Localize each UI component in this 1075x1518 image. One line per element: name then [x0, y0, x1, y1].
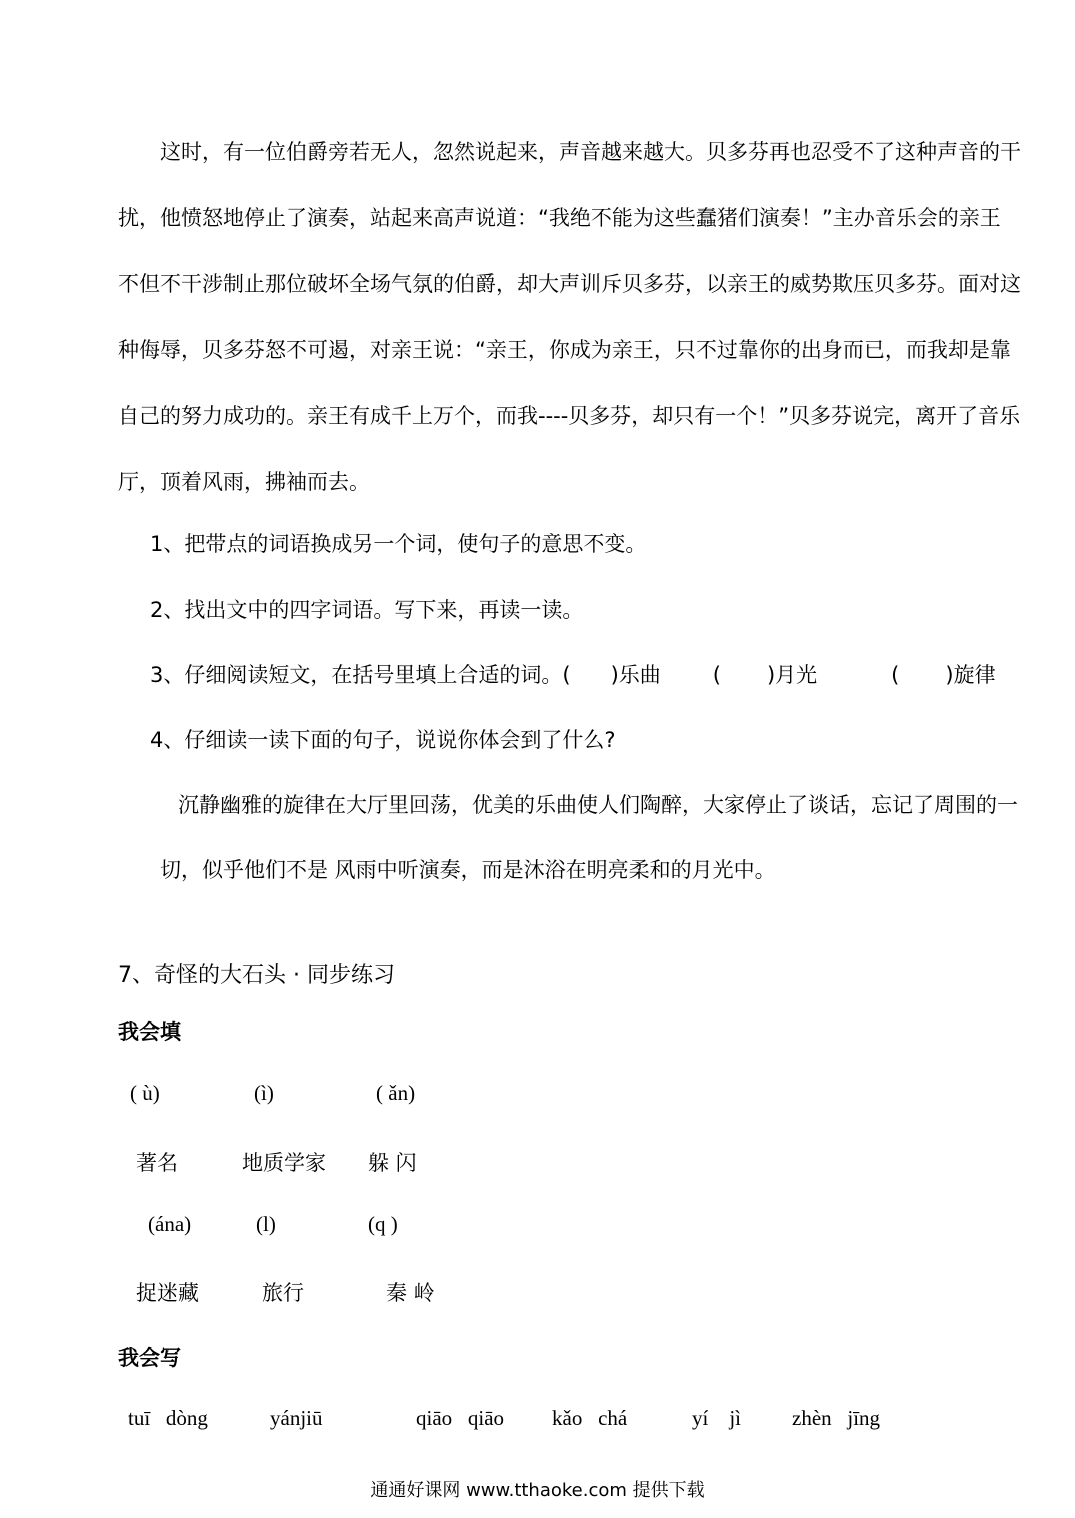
question-4: 4、仔细读一读下面的句子，说说你体会到了什么?	[150, 728, 616, 752]
section-title: 7、奇怪的大石头 · 同步练习	[118, 963, 395, 988]
quote-line-2: 切，似乎他们不是 风雨中听演奏，而是沐浴在明亮柔和的月光中。	[160, 858, 776, 882]
footer-text: 通通好课网 www.tthaoke.com 提供下载	[370, 1480, 705, 1501]
write-pinyin: yí jì	[692, 1406, 742, 1430]
question-3	[150, 659, 996, 689]
vocab-word: 躲 闪	[368, 1151, 417, 1175]
question-2: 2、找出文中的四字词语。写下来，再读一读。	[150, 598, 584, 622]
pinyin-blank: ( ù)	[130, 1081, 160, 1105]
passage-line: 不但不干涉制止那位破坏全场气氛的伯爵，却大声训斥贝多芬，以亲王的威势欺压贝多芬。面对这	[118, 272, 1021, 296]
vocab-word: 秦 岭	[386, 1281, 435, 1305]
question-3-blank-2-open: (	[712, 663, 721, 687]
pinyin-blank: (ána)	[148, 1212, 192, 1236]
question-3-blank-3: )旋律	[945, 663, 996, 687]
write-pinyin: tuī dòng	[128, 1406, 208, 1430]
vocab-word: 地质学家	[242, 1151, 326, 1175]
question-1: 1、把带点的词语换成另一个词，使句子的意思不变。	[150, 532, 647, 556]
fill-heading: 我会填	[118, 1020, 181, 1044]
pinyin-blank: ( ǎn)	[376, 1081, 416, 1105]
vocab-word: 著名	[136, 1151, 178, 1175]
passage-line: 厅，顶着风雨，拂袖而去。	[118, 470, 370, 494]
vocab-word: 旅行	[262, 1281, 304, 1305]
passage-line: 这时，有一位伯爵旁若无人，忽然说起来，声音越来越大。贝多芬再也忍受不了这种声音的干	[160, 140, 1021, 164]
question-3-blank-3-open: (	[891, 663, 900, 687]
pinyin-blank: (l)	[256, 1212, 276, 1236]
question-3-blank-1: )乐曲	[610, 663, 661, 687]
question-3-blank-2: )月光	[766, 663, 818, 687]
write-pinyin: yánjiū	[270, 1406, 323, 1430]
pinyin-blank: (q )	[368, 1212, 398, 1236]
quote-line-1: 沉静幽雅的旋律在大厅里回荡，优美的乐曲使人们陶醉，大家停止了谈话，忘记了周围的一	[178, 793, 1018, 817]
write-heading: 我会写	[118, 1346, 181, 1370]
write-pinyin: zhèn jīng	[792, 1406, 881, 1430]
reading-passage	[118, 136, 1021, 532]
passage-line: 自己的努力成功的。亲王有成千上万个，而我----贝多芬，却只有一个！”贝多芬说完，离开了音乐	[118, 404, 1021, 428]
passage-line: 种侮辱，贝多芬怒不可遏，对亲王说：“亲王，你成为亲王，只不过靠你的出身而已，而我却是靠	[118, 338, 1011, 362]
vocab-word: 捉迷藏	[136, 1281, 199, 1305]
write-pinyin: qiāo qiāo	[416, 1406, 505, 1430]
write-pinyin: kǎo chá	[552, 1406, 628, 1430]
question-3-text: 3、仔细阅读短文，在括号里填上合适的词。(	[150, 663, 571, 687]
passage-line: 扰，他愤怒地停止了演奏，站起来高声说道：“我绝不能为这些蠢猪们演奏！”主办音乐会的亲王	[118, 206, 1001, 230]
pinyin-blank: (ì)	[254, 1081, 274, 1105]
